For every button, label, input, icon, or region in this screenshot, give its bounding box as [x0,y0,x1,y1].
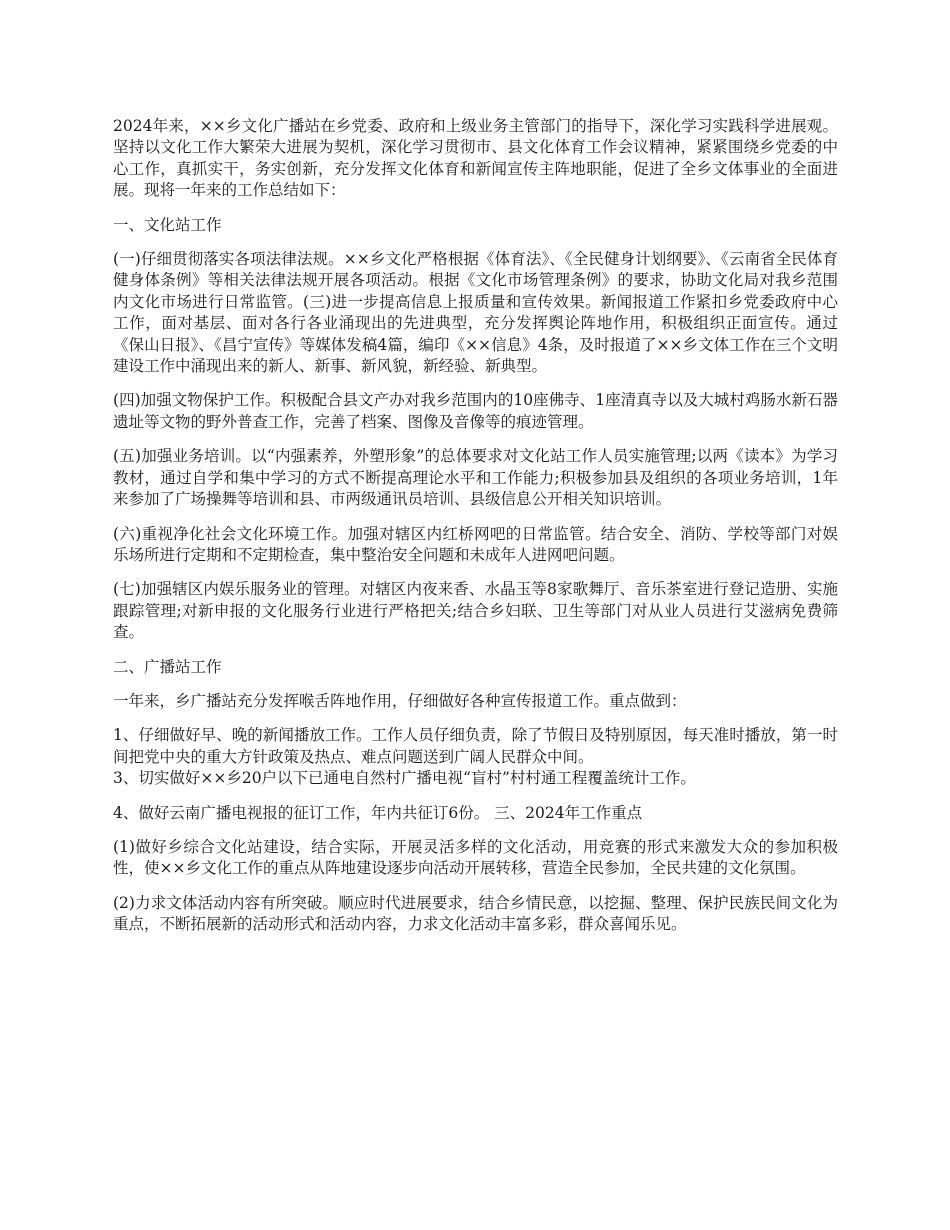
paragraph-environment: (六)重视净化社会文化环境工作。加强对辖区内红桥网吧的日常监管。结合安全、消防、学校等部门对娱乐场所进行定期和不定期检查，集中整治安全问题和未成年人进网吧问题。 [113,524,838,564]
document-body [113,116,838,949]
paragraph-entertainment: (七)加强辖区内娱乐服务业的管理。对辖区内夜来香、水晶玉等8家歌舞厅、音乐茶室进行登记造册、实施跟踪管理;对新申报的文化服务行业进行严格把关;结合乡妇联、卫生等部门对从业人员进行艾滋病免费筛查。 [113,580,838,642]
paragraph-laws-and-publicity: (一)仔细贯彻落实各项法律法规。××乡文化严格根据《体育法》、《全民健身计划纲要》、《云南省全民体育健身体条例》等相关法律法规开展各项活动。根据《文化市场管理条例》的要求，协助文化局对我乡范围内文化市场进行日常监管。(三)进一步提高信息上报质量和宣传效果。新闻报道工作紧扣乡党委政府中心工作，面对基层、面对各行各业涌现出的先进典型，充分发挥舆论阵地作用，积极组织正面宣传。通过《保山日报》、《昌宁宣传》等媒体发稿4篇，编印《××信息》4条，及时报道了××乡文体工作在三个文明建设工作中涌现出来的新人、新事、新风貌，新经验、新典型。 [113,250,838,376]
paragraph-news-broadcast: 1、仔细做好早、晚的新闻播放工作。工作人员仔细负责，除了节假日及特别原因，每天准时播放，第一时间把党中央的重大方针政策及热点、难点问题送到广阔人民群众中间。 [113,726,838,766]
paragraph-plan-1: (1)做好乡综合文化站建设，结合实际，开展灵活多样的文化活动，用竞赛的形式来激发大众的参加积极性，使××乡文化工作的重点从阵地建设逐步向活动开展转移，营造全民参加，全民共建的文化氛围。 [113,837,838,878]
paragraph-cultural-relics: (四)加强文物保护工作。积极配合县文产办对我乡范围内的10座佛寺、1座清真寺以及大城村鸡肠水新石器遗址等文物的野外普查工作，完善了档案、图像及音像等的痕迹管理。 [113,391,838,431]
paragraph-plan-2: (2)力求文体活动内容有所突破。顺应时代进展要求，结合乡情民意，以挖掘、整理、保护民族民间文化为重点，不断拓展新的活动形式和活动内容，力求文化活动丰富多彩，群众喜闻乐见。 [113,893,838,934]
paragraph-subscription: 4、做好云南广播电视报的征订工作，年内共征订6份。 三、2024年工作重点 [113,803,643,822]
paragraph-training: (五)加强业务培训。以“内强素养，外塑形象”的总体要求对文化站工作人员实施管理;以两《读本》为学习教材，通过自学和集中学习的方式不断提高理论水平和工作能力;积极参加县及组织的各项业务培训，1年来参加了广场操舞等培训和县、市两级通讯员培训、县级信息公开相关知识培训。 [113,447,838,509]
section-heading-broadcast-station: 二、广播站工作 [113,657,222,676]
paragraph-broadcast-intro: 一年来，乡广播站充分发挥喉舌阵地作用，仔细做好各种宣传报道工作。重点做到： [113,691,687,710]
section-heading-culture-station: 一、文化站工作 [113,215,222,234]
paragraph-coverage-statistics: 3、切实做好××乡20户以下已通电自然村广播电视“盲村”村村通工程覆盖统计工作。 [113,769,696,788]
intro-paragraph: 2024年来，××乡文化广播站在乡党委、政府和上级业务主管部门的指导下，深化学习实践科学进展观。坚持以文化工作大繁荣大进展为契机，深化学习贯彻市、县文化体育工作会议精神，紧紧围绕乡党委的中心工作，真抓实干，务实创新，充分发挥文化体育和新闻宣传主阵地职能，促进了全乡文体事业的全面进展。现将一年来的工作总结如下： [113,117,838,200]
